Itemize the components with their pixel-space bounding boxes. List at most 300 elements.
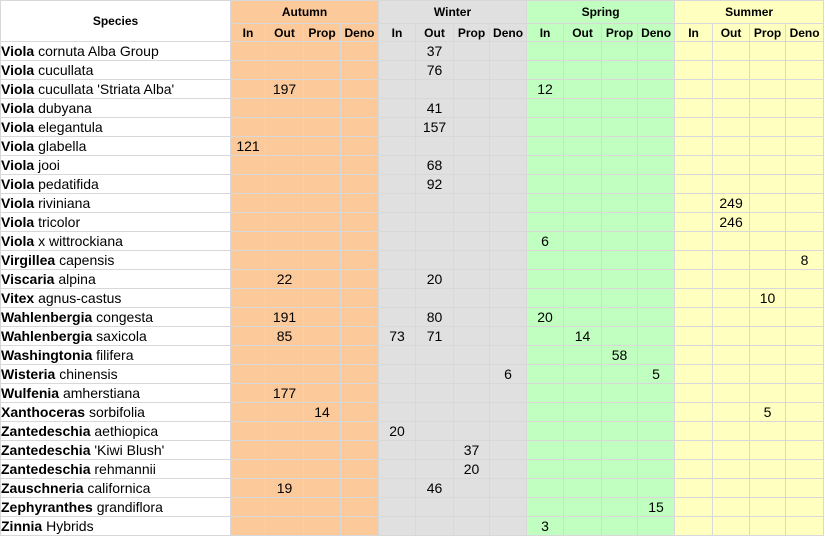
value-cell-spring-prop — [602, 194, 638, 213]
value-cell-spring-prop — [602, 403, 638, 422]
value-cell-winter-deno — [490, 498, 527, 517]
table-row — [1, 80, 824, 99]
value-cell-autumn-prop — [304, 118, 341, 137]
value-cell-autumn-out — [266, 365, 304, 384]
value-cell-autumn-in — [231, 61, 266, 80]
value-cell-spring-deno — [638, 308, 675, 327]
value-cell-summer-in — [675, 118, 713, 137]
value-cell-winter-in — [379, 213, 416, 232]
value-cell-winter-prop — [454, 346, 490, 365]
value-cell-autumn-out — [266, 99, 304, 118]
species-epithet: 'Kiwi Blush' — [94, 442, 165, 458]
value-cell-summer-in — [675, 308, 713, 327]
value-cell-spring-prop — [602, 441, 638, 460]
value-cell-autumn-prop — [304, 422, 341, 441]
value-cell-summer-prop — [750, 251, 786, 270]
value-cell-winter-out — [416, 384, 454, 403]
genus-name: Viola — [1, 138, 35, 154]
value-cell-summer-out — [713, 156, 750, 175]
value-cell-winter-out — [416, 365, 454, 384]
value-cell-winter-in — [379, 175, 416, 194]
value-cell-spring-deno — [638, 42, 675, 61]
value-cell-spring-deno — [638, 80, 675, 99]
species-epithet: jooi — [38, 157, 60, 173]
value-cell-summer-in — [675, 61, 713, 80]
column-header-winter-prop: Prop — [454, 24, 490, 42]
species-name-cell — [1, 194, 231, 213]
column-header-spring-prop: Prop — [602, 24, 638, 42]
table-row — [1, 365, 824, 384]
value-cell-spring-prop — [602, 42, 638, 61]
value-cell-winter-deno — [490, 251, 527, 270]
table-row — [1, 137, 824, 156]
value-cell-spring-in — [527, 213, 564, 232]
species-epithet: Hybrids — [46, 518, 94, 534]
value-cell-winter-prop — [454, 498, 490, 517]
value-cell-summer-deno — [786, 270, 824, 289]
genus-name: Viola — [1, 214, 35, 230]
value-cell-summer-prop: 10 — [750, 289, 786, 308]
value-cell-autumn-in — [231, 441, 266, 460]
table-row — [1, 346, 824, 365]
value-cell-spring-in — [527, 384, 564, 403]
value-cell-winter-in — [379, 289, 416, 308]
value-cell-autumn-out — [266, 441, 304, 460]
value-cell-autumn-out — [266, 232, 304, 251]
value-cell-winter-in — [379, 156, 416, 175]
value-cell-autumn-prop — [304, 61, 341, 80]
value-cell-spring-deno — [638, 137, 675, 156]
value-cell-winter-deno — [490, 232, 527, 251]
table-row — [1, 99, 824, 118]
value-cell-spring-out — [564, 365, 602, 384]
value-cell-winter-prop — [454, 42, 490, 61]
column-header-spring-in: In — [527, 24, 564, 42]
value-cell-spring-in — [527, 270, 564, 289]
value-cell-spring-in — [527, 460, 564, 479]
value-cell-winter-deno — [490, 517, 527, 536]
value-cell-spring-in — [527, 175, 564, 194]
table-row — [1, 384, 824, 403]
value-cell-winter-out: 20 — [416, 270, 454, 289]
value-cell-winter-in — [379, 137, 416, 156]
value-cell-summer-in — [675, 42, 713, 61]
value-cell-autumn-prop — [304, 308, 341, 327]
value-cell-spring-deno — [638, 61, 675, 80]
value-cell-summer-deno — [786, 137, 824, 156]
table-row — [1, 441, 824, 460]
value-cell-summer-out — [713, 270, 750, 289]
value-cell-summer-in — [675, 517, 713, 536]
value-cell-winter-deno — [490, 422, 527, 441]
value-cell-autumn-deno — [341, 384, 379, 403]
value-cell-spring-in — [527, 289, 564, 308]
value-cell-summer-prop — [750, 156, 786, 175]
value-cell-summer-deno — [786, 194, 824, 213]
value-cell-summer-deno — [786, 156, 824, 175]
value-cell-spring-out — [564, 346, 602, 365]
value-cell-summer-in — [675, 251, 713, 270]
value-cell-autumn-out: 197 — [266, 80, 304, 99]
value-cell-winter-prop — [454, 99, 490, 118]
value-cell-winter-deno — [490, 346, 527, 365]
species-name-cell — [1, 384, 231, 403]
value-cell-summer-out — [713, 346, 750, 365]
value-cell-autumn-out: 22 — [266, 270, 304, 289]
value-cell-winter-deno — [490, 61, 527, 80]
value-cell-autumn-out — [266, 175, 304, 194]
value-cell-winter-in: 20 — [379, 422, 416, 441]
value-cell-winter-out: 157 — [416, 118, 454, 137]
value-cell-summer-prop — [750, 232, 786, 251]
value-cell-autumn-deno — [341, 42, 379, 61]
genus-name: Wisteria — [1, 366, 56, 382]
value-cell-autumn-out — [266, 251, 304, 270]
value-cell-spring-out — [564, 403, 602, 422]
table-row — [1, 422, 824, 441]
value-cell-autumn-out — [266, 156, 304, 175]
value-cell-spring-in: 6 — [527, 232, 564, 251]
value-cell-autumn-prop — [304, 251, 341, 270]
table-row — [1, 289, 824, 308]
value-cell-winter-in — [379, 479, 416, 498]
value-cell-summer-prop — [750, 308, 786, 327]
value-cell-spring-out — [564, 175, 602, 194]
value-cell-summer-prop — [750, 384, 786, 403]
value-cell-autumn-out — [266, 346, 304, 365]
value-cell-spring-deno — [638, 232, 675, 251]
value-cell-winter-out — [416, 498, 454, 517]
value-cell-autumn-deno — [341, 403, 379, 422]
value-cell-autumn-in — [231, 308, 266, 327]
value-cell-spring-out — [564, 194, 602, 213]
genus-name: Viola — [1, 81, 35, 97]
value-cell-autumn-prop — [304, 460, 341, 479]
value-cell-autumn-prop — [304, 441, 341, 460]
column-header-summer-prop: Prop — [750, 24, 786, 42]
value-cell-winter-in — [379, 460, 416, 479]
value-cell-winter-out — [416, 213, 454, 232]
value-cell-autumn-in — [231, 517, 266, 536]
value-cell-winter-prop — [454, 403, 490, 422]
value-cell-autumn-in — [231, 289, 266, 308]
value-cell-spring-out — [564, 460, 602, 479]
value-cell-spring-in: 3 — [527, 517, 564, 536]
value-cell-summer-out — [713, 422, 750, 441]
value-cell-winter-out — [416, 251, 454, 270]
genus-name: Zantedeschia — [1, 461, 91, 477]
value-cell-spring-deno — [638, 517, 675, 536]
value-cell-winter-prop — [454, 61, 490, 80]
value-cell-spring-prop — [602, 517, 638, 536]
value-cell-spring-prop — [602, 232, 638, 251]
value-cell-spring-out — [564, 251, 602, 270]
genus-name: Zinnia — [1, 518, 43, 534]
value-cell-autumn-in — [231, 479, 266, 498]
value-cell-spring-prop — [602, 61, 638, 80]
value-cell-autumn-prop — [304, 194, 341, 213]
value-cell-autumn-deno — [341, 270, 379, 289]
value-cell-autumn-deno — [341, 441, 379, 460]
value-cell-winter-out — [416, 403, 454, 422]
value-cell-summer-in — [675, 270, 713, 289]
value-cell-winter-out: 41 — [416, 99, 454, 118]
value-cell-winter-deno — [490, 308, 527, 327]
species-epithet: aethiopica — [94, 423, 159, 439]
value-cell-winter-deno: 6 — [490, 365, 527, 384]
table-body — [1, 42, 824, 536]
value-cell-winter-in — [379, 365, 416, 384]
value-cell-winter-prop — [454, 156, 490, 175]
species-name-cell — [1, 346, 231, 365]
value-cell-winter-prop — [454, 137, 490, 156]
value-cell-spring-prop — [602, 175, 638, 194]
value-cell-summer-deno — [786, 232, 824, 251]
value-cell-summer-in — [675, 460, 713, 479]
value-cell-spring-in — [527, 194, 564, 213]
value-cell-winter-prop: 20 — [454, 460, 490, 479]
value-cell-spring-out — [564, 422, 602, 441]
species-name-cell — [1, 441, 231, 460]
value-cell-summer-deno — [786, 441, 824, 460]
value-cell-summer-prop — [750, 441, 786, 460]
value-cell-autumn-in — [231, 365, 266, 384]
value-cell-winter-out — [416, 517, 454, 536]
value-cell-summer-deno — [786, 403, 824, 422]
value-cell-autumn-deno — [341, 460, 379, 479]
value-cell-winter-out: 71 — [416, 327, 454, 346]
value-cell-spring-in — [527, 422, 564, 441]
value-cell-summer-prop — [750, 327, 786, 346]
value-cell-autumn-deno — [341, 327, 379, 346]
value-cell-summer-deno — [786, 517, 824, 536]
value-cell-winter-in — [379, 118, 416, 137]
column-header-winter-deno: Deno — [490, 24, 527, 42]
value-cell-summer-prop — [750, 42, 786, 61]
value-cell-winter-out — [416, 289, 454, 308]
value-cell-summer-deno — [786, 118, 824, 137]
value-cell-winter-in — [379, 441, 416, 460]
value-cell-winter-deno — [490, 327, 527, 346]
value-cell-spring-out — [564, 289, 602, 308]
genus-name: Zauschneria — [1, 480, 84, 496]
table-header — [1, 1, 824, 42]
value-cell-winter-in — [379, 61, 416, 80]
value-cell-spring-prop — [602, 156, 638, 175]
genus-name: Viola — [1, 119, 35, 135]
value-cell-autumn-deno — [341, 422, 379, 441]
value-cell-winter-deno — [490, 384, 527, 403]
value-cell-summer-deno — [786, 365, 824, 384]
species-epithet: riviniana — [38, 195, 91, 211]
value-cell-autumn-in — [231, 327, 266, 346]
value-cell-spring-deno — [638, 156, 675, 175]
table-row — [1, 194, 824, 213]
species-epithet: cucullata 'Striata Alba' — [38, 81, 175, 97]
column-header-summer-deno: Deno — [786, 24, 824, 42]
value-cell-winter-out: 46 — [416, 479, 454, 498]
value-cell-autumn-prop — [304, 270, 341, 289]
value-cell-spring-out: 14 — [564, 327, 602, 346]
value-cell-winter-prop — [454, 175, 490, 194]
value-cell-summer-prop — [750, 80, 786, 99]
value-cell-autumn-prop — [304, 498, 341, 517]
value-cell-winter-deno — [490, 42, 527, 61]
value-cell-autumn-deno — [341, 194, 379, 213]
value-cell-summer-out — [713, 61, 750, 80]
value-cell-summer-prop — [750, 460, 786, 479]
value-cell-winter-prop — [454, 270, 490, 289]
value-cell-winter-prop — [454, 517, 490, 536]
table-row — [1, 251, 824, 270]
genus-name: Washingtonia — [1, 347, 93, 363]
value-cell-spring-deno — [638, 479, 675, 498]
species-epithet: congesta — [96, 309, 153, 325]
table-row — [1, 460, 824, 479]
value-cell-winter-out — [416, 441, 454, 460]
value-cell-summer-out: 246 — [713, 213, 750, 232]
value-cell-winter-deno — [490, 460, 527, 479]
genus-name: Vitex — [1, 290, 35, 306]
value-cell-winter-in — [379, 251, 416, 270]
value-cell-spring-prop — [602, 251, 638, 270]
value-cell-winter-in — [379, 498, 416, 517]
genus-name: Wulfenia — [1, 385, 60, 401]
table-row — [1, 327, 824, 346]
value-cell-autumn-prop — [304, 137, 341, 156]
species-name-cell — [1, 479, 231, 498]
species-name-cell — [1, 99, 231, 118]
value-cell-summer-deno — [786, 422, 824, 441]
value-cell-summer-deno: 8 — [786, 251, 824, 270]
value-cell-autumn-out — [266, 213, 304, 232]
value-cell-autumn-deno — [341, 156, 379, 175]
value-cell-summer-prop — [750, 270, 786, 289]
value-cell-spring-prop — [602, 327, 638, 346]
value-cell-autumn-out — [266, 42, 304, 61]
value-cell-autumn-in — [231, 213, 266, 232]
value-cell-summer-deno — [786, 327, 824, 346]
genus-name: Viola — [1, 100, 35, 116]
value-cell-winter-in — [379, 384, 416, 403]
species-name-cell — [1, 137, 231, 156]
value-cell-summer-in — [675, 327, 713, 346]
table-row — [1, 498, 824, 517]
value-cell-winter-prop — [454, 232, 490, 251]
value-cell-spring-out — [564, 479, 602, 498]
value-cell-winter-out — [416, 80, 454, 99]
table-row — [1, 517, 824, 536]
value-cell-winter-deno — [490, 289, 527, 308]
value-cell-autumn-out — [266, 403, 304, 422]
value-cell-winter-out: 92 — [416, 175, 454, 194]
value-cell-autumn-out — [266, 498, 304, 517]
species-name-cell — [1, 308, 231, 327]
value-cell-autumn-out — [266, 118, 304, 137]
genus-name: Zephyranthes — [1, 499, 93, 515]
genus-name: Viola — [1, 195, 35, 211]
value-cell-spring-deno — [638, 460, 675, 479]
value-cell-autumn-out: 177 — [266, 384, 304, 403]
value-cell-summer-prop — [750, 194, 786, 213]
value-cell-winter-prop — [454, 118, 490, 137]
season-header-spring: Spring — [527, 1, 675, 24]
value-cell-autumn-out: 85 — [266, 327, 304, 346]
value-cell-winter-prop — [454, 80, 490, 99]
species-name-cell — [1, 289, 231, 308]
value-cell-summer-out — [713, 175, 750, 194]
value-cell-summer-out — [713, 42, 750, 61]
value-cell-summer-in — [675, 498, 713, 517]
value-cell-winter-out: 68 — [416, 156, 454, 175]
value-cell-summer-out — [713, 80, 750, 99]
value-cell-spring-in — [527, 42, 564, 61]
species-epithet: grandiflora — [96, 499, 163, 515]
value-cell-winter-deno — [490, 99, 527, 118]
value-cell-winter-prop — [454, 251, 490, 270]
genus-name: Viola — [1, 176, 35, 192]
value-cell-winter-prop — [454, 327, 490, 346]
value-cell-autumn-prop — [304, 80, 341, 99]
value-cell-spring-deno — [638, 384, 675, 403]
value-cell-winter-deno — [490, 137, 527, 156]
value-cell-autumn-out — [266, 517, 304, 536]
value-cell-spring-in — [527, 61, 564, 80]
value-cell-spring-prop — [602, 422, 638, 441]
value-cell-summer-deno — [786, 80, 824, 99]
value-cell-winter-out — [416, 346, 454, 365]
genus-name: Virgillea — [1, 252, 56, 268]
value-cell-autumn-prop — [304, 156, 341, 175]
value-cell-summer-in — [675, 441, 713, 460]
value-cell-summer-in — [675, 99, 713, 118]
value-cell-spring-out — [564, 498, 602, 517]
value-cell-summer-in — [675, 422, 713, 441]
value-cell-spring-out — [564, 270, 602, 289]
value-cell-autumn-in — [231, 156, 266, 175]
table-row — [1, 479, 824, 498]
value-cell-autumn-in — [231, 251, 266, 270]
value-cell-spring-prop — [602, 460, 638, 479]
value-cell-winter-deno — [490, 175, 527, 194]
value-cell-spring-out — [564, 61, 602, 80]
species-name-cell — [1, 61, 231, 80]
value-cell-summer-prop — [750, 517, 786, 536]
value-cell-spring-in — [527, 118, 564, 137]
species-name-cell — [1, 365, 231, 384]
season-header-summer: Summer — [675, 1, 824, 24]
genus-name: Viola — [1, 233, 35, 249]
value-cell-spring-deno — [638, 118, 675, 137]
value-cell-spring-in — [527, 156, 564, 175]
value-cell-summer-prop — [750, 346, 786, 365]
species-epithet: sorbifolia — [88, 404, 145, 420]
value-cell-winter-prop — [454, 289, 490, 308]
species-name-cell — [1, 118, 231, 137]
value-cell-summer-out — [713, 289, 750, 308]
value-cell-spring-deno — [638, 441, 675, 460]
value-cell-autumn-in — [231, 80, 266, 99]
species-epithet: filifera — [96, 347, 134, 363]
value-cell-spring-deno — [638, 403, 675, 422]
value-cell-summer-deno — [786, 42, 824, 61]
value-cell-winter-prop — [454, 365, 490, 384]
value-cell-winter-in — [379, 308, 416, 327]
value-cell-winter-in — [379, 42, 416, 61]
value-cell-spring-out — [564, 517, 602, 536]
value-cell-winter-prop — [454, 213, 490, 232]
value-cell-spring-in — [527, 137, 564, 156]
